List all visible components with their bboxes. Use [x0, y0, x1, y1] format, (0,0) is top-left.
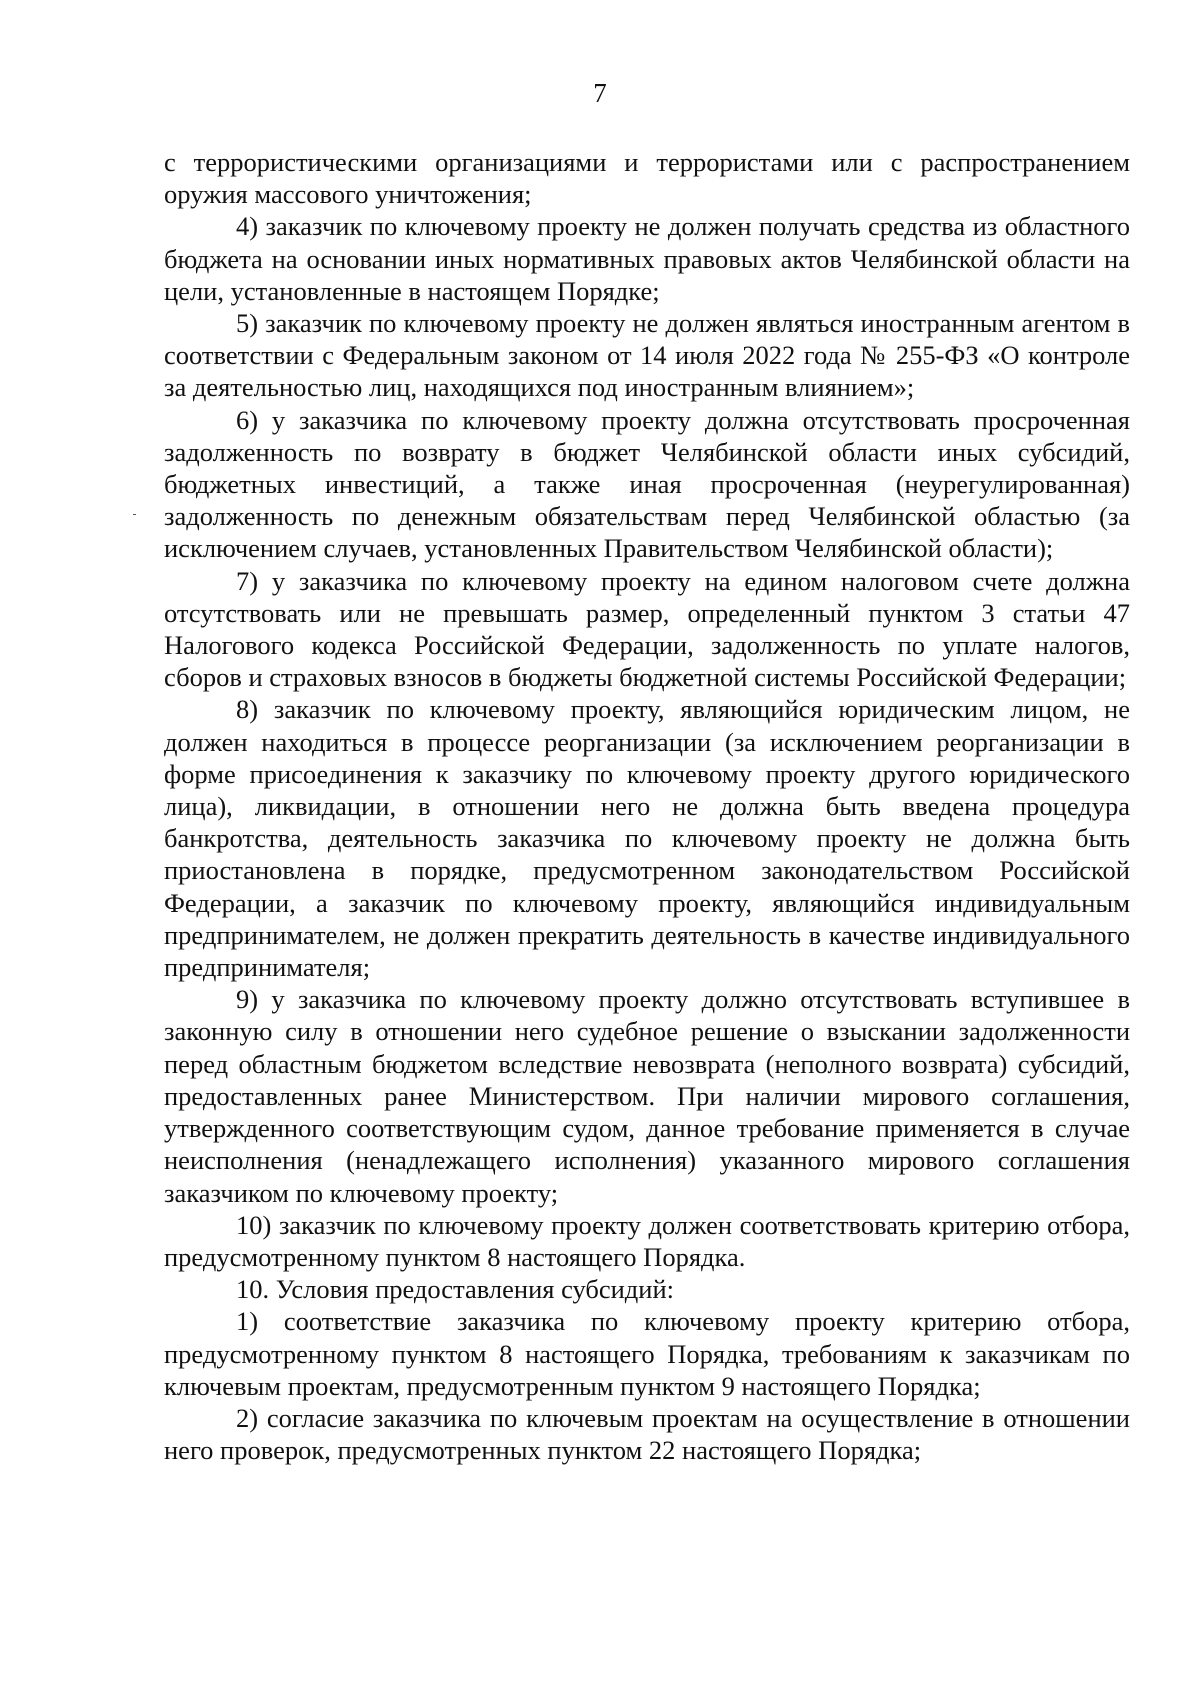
- document-body: [164, 146, 1130, 1466]
- list-item-4: 4) заказчик по ключевому проекту не должен получать средства из областного бюджета на основании иных нормативных правовых актов Челябинской области на цели, установленные в настоящем Порядке;: [164, 211, 1130, 306]
- paragraph-continuation: с террористическими организациями и террористами или с распространением оружия массового уничтожения;: [164, 147, 1130, 210]
- condition-item-1: 1) соответствие заказчика по ключевому проекту критерию отбора, предусмотренному пунктом 8 настоящего Порядка, требованиям к заказчикам по ключевым проектам, предусмотренным пунктом 9 настоящего Порядка;: [164, 1306, 1130, 1401]
- section-heading-10: 10. Условия предоставления субсидий:: [236, 1274, 675, 1305]
- scan-speck: [133, 514, 136, 515]
- list-item-9: 9) у заказчика по ключевому проекту должно отсутствовать вступившее в законную силу в отношении него судебное решение о взыскании задолженности перед областным бюджетом вследствие невозврата (неполного возврата) субсидий, предоставленных ранее Министерством. При наличии мирового соглашения, утвержденного соответствующим судом, данное требование применяется в случае неисполнения (ненадлежащего исполнения) указанного мирового соглашения заказчиком по ключевому проекту;: [164, 984, 1130, 1208]
- list-item-7: 7) у заказчика по ключевому проекту на едином налоговом счете должна отсутствовать или не превышать размер, определенный пунктом 3 статьи 47 Налогового кодекса Российской Федерации, задолженность по уплате налогов, сборов и страховых взносов в бюджеты бюджетной системы Российской Федерации;: [164, 565, 1130, 693]
- page-number: 7: [593, 78, 607, 108]
- list-item-8: 8) заказчик по ключевому проекту, являющийся юридическим лицом, не должен находиться в процессе реорганизации (за исключением реорганизации в форме присоединения к заказчику по ключевому проекту другого юридического лица), ликвидации, в отношении него не должна быть введена процедура банкротства, деятельность заказчика по ключевому проекту не должна быть приостановлена в порядке, предусмотренном законодательством Российской Федерации, а заказчик по ключевому проекту, являющийся индивидуальным предпринимателем, не должен прекратить деятельность в качестве индивидуального предпринимателя;: [164, 694, 1130, 983]
- list-item-10: 10) заказчик по ключевому проекту должен соответствовать критерию отбора, предусмотренному пунктом 8 настоящего Порядка.: [164, 1209, 1130, 1272]
- list-item-6: 6) у заказчика по ключевому проекту должна отсутствовать просроченная задолженность по возврату в бюджет Челябинской области иных субсидий, бюджетных инвестиций, а также иная просроченная (неурегулированная) задолженность по денежным обязательствам перед Челябинской областью (за исключением случаев, установленных Правительством Челябинской области);: [164, 404, 1130, 564]
- condition-item-2: 2) согласие заказчика по ключевым проектам на осуществление в отношении него проверок, предусмотренных пунктом 22 настоящего Порядка;: [164, 1402, 1130, 1466]
- list-item-5: 5) заказчик по ключевому проекту не должен являться иностранным агентом в соответствии с Федеральным законом от 14 июля 2022 года № 255-ФЗ «О контроле за деятельностью лиц, находящихся под иностранным влиянием»;: [164, 308, 1130, 403]
